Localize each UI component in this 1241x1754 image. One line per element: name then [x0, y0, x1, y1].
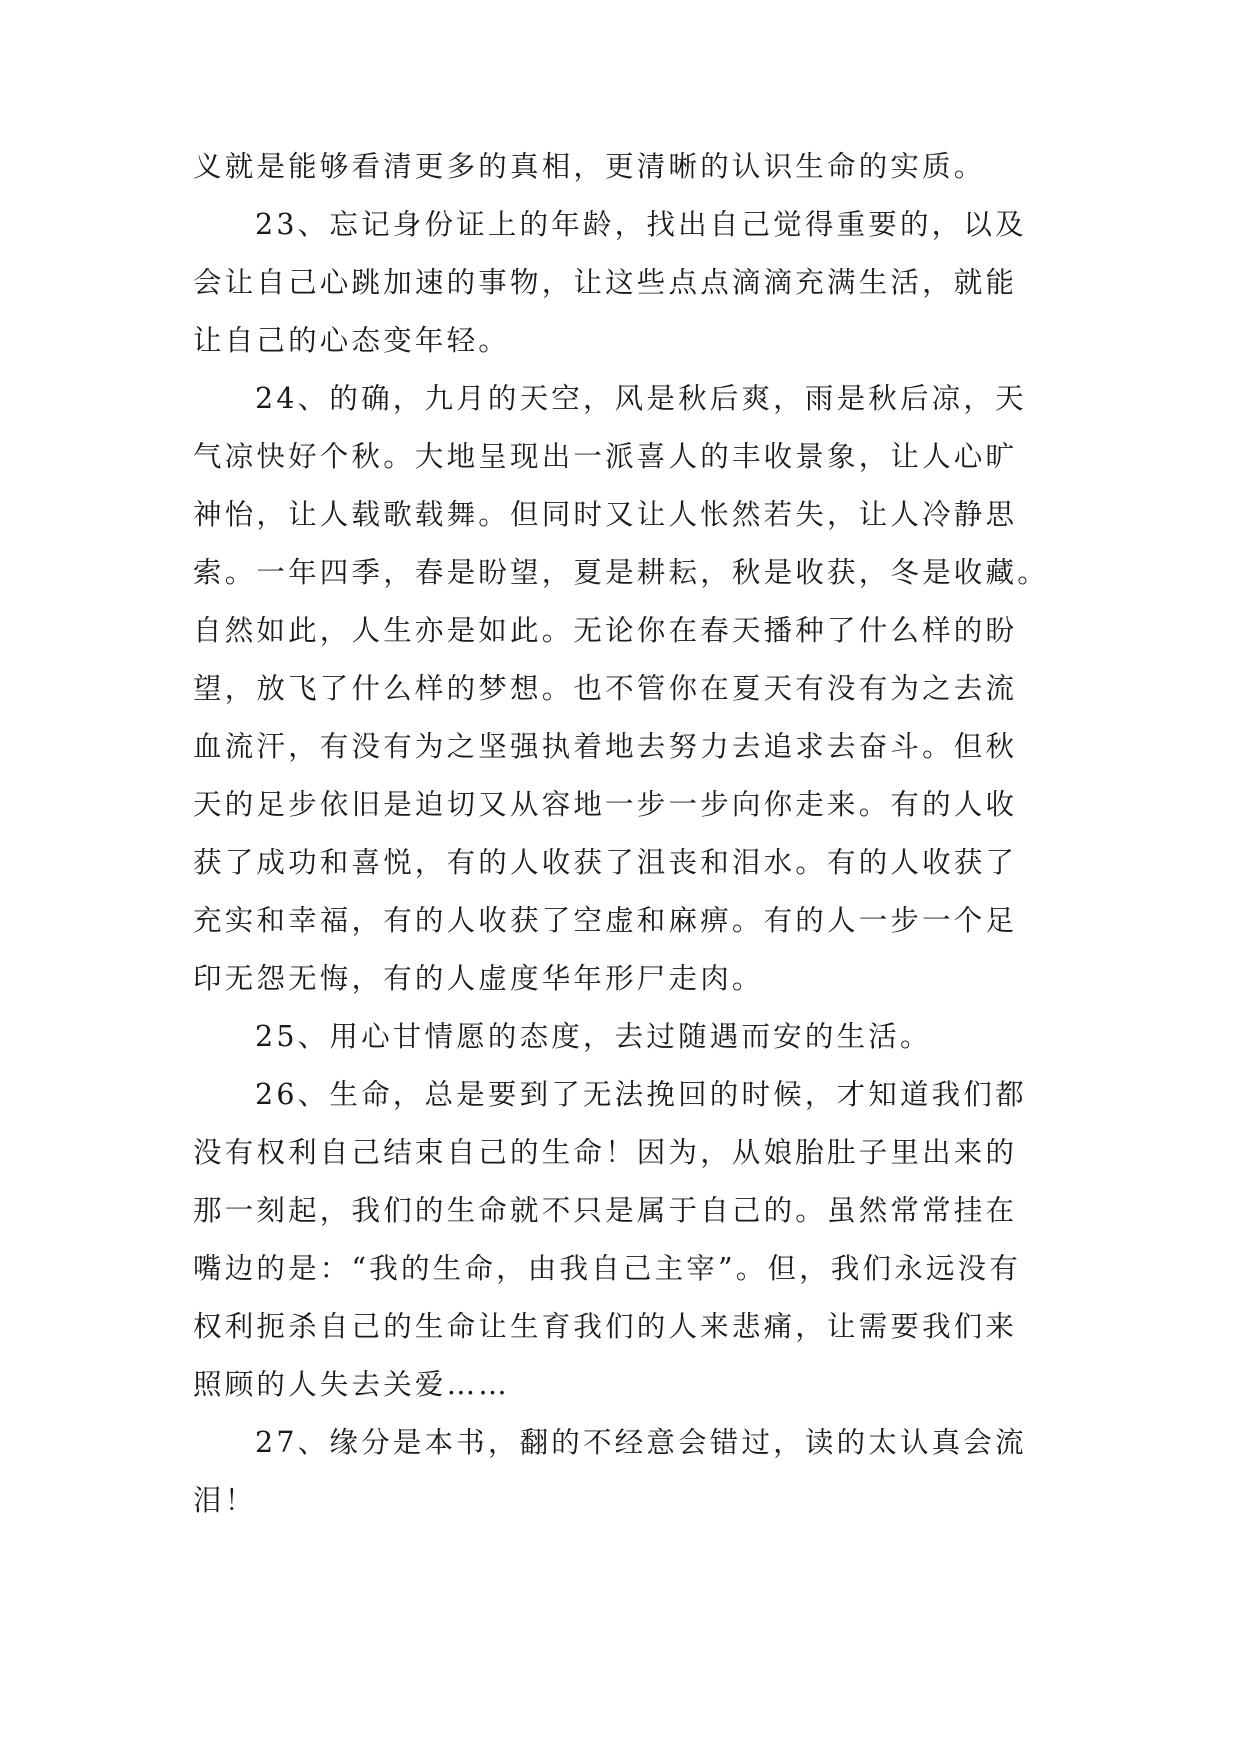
text-line: 泪！: [193, 1484, 257, 1517]
text-line: 血流汗，有没有为之坚强执着地去努力去追求去奋斗。但秋: [193, 730, 1018, 763]
text-line: 那一刻起，我们的生命就不只是属于自己的。虽然常常挂在: [193, 1194, 1018, 1227]
text-line: 让自己的心态变年轻。: [193, 324, 511, 357]
text-line: 义就是能够看清更多的真相，更清晰的认识生命的实质。: [193, 150, 986, 183]
text-line: 神怡，让人载歌载舞。但同时又让人怅然若失，让人冷静思: [193, 498, 1018, 531]
text-line: 没有权利自己结束自己的生命！因为，从娘胎肚子里出来的: [193, 1136, 1018, 1169]
body-text: [193, 138, 1053, 1530]
text-line: 自然如此，人生亦是如此。无论你在春天播种了什么样的盼: [193, 614, 1018, 647]
text-line: 索。一年四季，春是盼望，夏是耕耘，秋是收获，冬是收藏。: [193, 556, 1049, 589]
text-line: 印无怨无悔，有的人虚度华年形尸走肉。: [193, 962, 764, 995]
text-line: 照顾的人失去关爱……: [193, 1368, 511, 1401]
paragraph-26-line: 26、生命，总是要到了无法挽回的时候，才知道我们都: [255, 1078, 1027, 1111]
paragraph-27-line: 27、缘分是本书，翻的不经意会错过，读的太认真会流: [255, 1426, 1027, 1459]
paragraph-23-line: 23、忘记身份证上的年龄，找出自己觉得重要的，以及: [255, 208, 1027, 241]
text-line: 嘴边的是：“我的生命，由我自己主宰”。但，我们永远没有: [193, 1252, 1022, 1285]
text-line: 充实和幸福，有的人收获了空虚和麻痹。有的人一步一个足: [193, 904, 1018, 937]
text-line: 权利扼杀自己的生命让生育我们的人来悲痛，让需要我们来: [193, 1310, 1018, 1343]
text-line: 会让自己心跳加速的事物，让这些点点滴滴充满生活，就能: [193, 266, 1018, 299]
paragraph-24-line: 24、的确，九月的天空，风是秋后爽，雨是秋后凉，天: [255, 382, 1027, 415]
text-line: 望，放飞了什么样的梦想。也不管你在夏天有没有为之去流: [193, 672, 1018, 705]
paragraph-25-line: 25、用心甘情愿的态度，去过随遇而安的生活。: [255, 1020, 932, 1053]
text-line: 气凉快好个秋。大地呈现出一派喜人的丰收景象，让人心旷: [193, 440, 1018, 473]
text-line: 天的足步依旧是迫切又从容地一步一步向你走来。有的人收: [193, 788, 1018, 821]
text-line: 获了成功和喜悦，有的人收获了沮丧和泪水。有的人收获了: [193, 846, 1018, 879]
